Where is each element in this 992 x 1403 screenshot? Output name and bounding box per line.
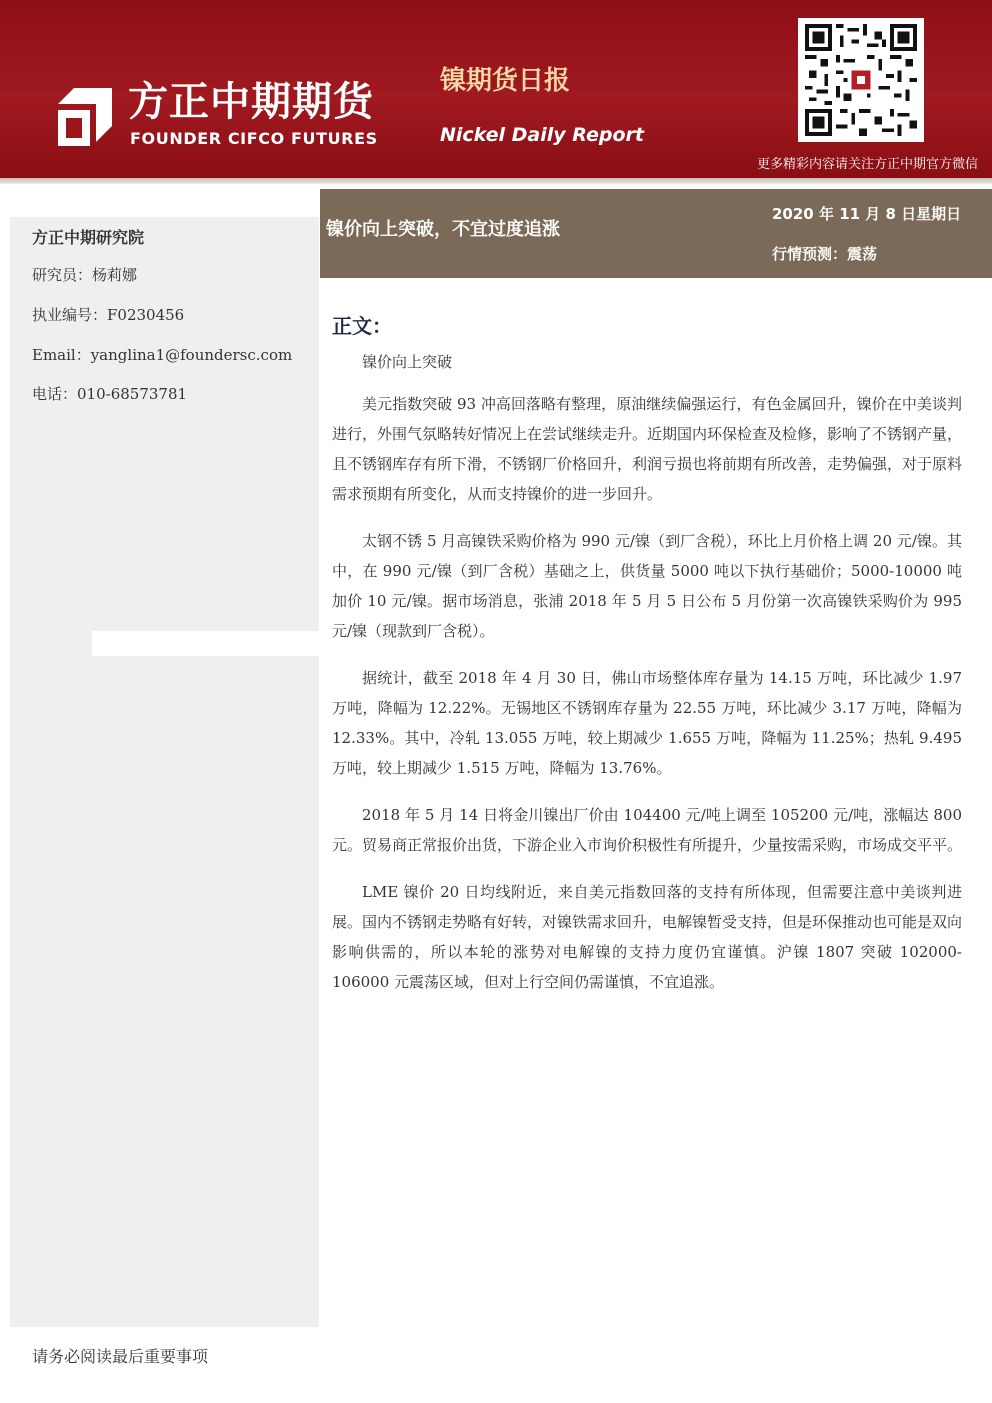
company-logo-icon [54,86,116,148]
license-number: 执业编号：F0230456 [32,306,185,324]
body-paragraph: 美元指数突破 93 冲高回落略有整理，原油继续偏强运行，有色金属回升，镍价在中美谈判进行，外围气氛略转好情况上在尝试继续走升。近期国内环保检查及检修，影响了不锈钢产量，且不锈钢库存有所下滑，不锈钢厂价格回升，利润亏损也将前期有所改善，走势偏强，对于原料需求预期有所变化，从而支持镍价的进一步回升。 [332,395,963,503]
institute-name: 方正中期研究院 [32,228,145,247]
disclaimer-notice: 请务必阅读最后重要事项 [32,1347,209,1366]
header-divider [0,178,992,184]
wechat-qr-code [798,18,924,142]
body-paragraph: 据统计，截至 2018 年 4 月 30 日，佛山市场整体库存量为 14.15 万吨，环比减少 1.97 万吨，降幅为 12.22%。无锡地区不锈钢库存量为 22.55 万吨，环比减少 3.17 万吨，降幅为 12.33%。其中，冷轧 13.055 万吨，较上期减少 1.655 万吨，降幅为 11.25%；热轧 9.495 万吨，较上期减少 1.515 万吨，降幅为 13.76%。 [332,669,962,777]
body-paragraph: LME 镍价 20 日均线附近，来自美元指数回落的支持有所体现，但需要注意中美谈判进展。国内不锈钢走势略有好转，对镍铁需求回升，电解镍暂受支持，但是环保推动也可能是双向影响供需的，所以本轮的涨势对电解镍的支持力度仍宜谨慎。沪镍 1807 突破 102000-106000 元震荡区域，但对上行空间仍需谨慎，不宜追涨。 [332,883,963,991]
analyst-phone: 电话：010-68573781 [32,385,188,403]
body-paragraph: 太钢不锈 5 月高镍铁采购价格为 990 元/镍（到厂含税），环比上月价格上调 20 元/镍。其中，在 990 元/镍（到厂含税）基础之上，供货量 5000 吨以下执行基础价；5000-10000 吨加价 10 元/镍。据市场消息，张浦 2018 年 5 月 5 日公布 5 月份第一次高镍铁采购价为 995 元/镍（现款到厂含税）。 [332,532,962,640]
report-header [0,0,992,178]
body-subheading: 镍价向上突破 [362,353,453,371]
analyst-sidebar [10,217,319,1327]
headline-band [320,189,992,278]
market-forecast: 行情预测：震荡 [772,245,878,263]
body-heading: 正文： [332,314,392,338]
report-title-en: Nickel Daily Report [440,124,644,146]
company-name-en: FOUNDER CIFCO FUTURES [130,129,378,148]
headline-title: 镍价向上突破，不宜过度追涨 [326,219,560,240]
qr-code-icon [804,24,918,136]
report-date: 2020 年 11 月 8 日星期日 [772,205,962,223]
report-title-cn: 镍期货日报 [440,66,571,96]
body-paragraph: 2018 年 5 月 14 日将金川镍出厂价由 104400 元/吨上调至 105200 元/吨，涨幅达 800 元。贸易商正常报价出货，下游企业入市询价积极性有所提升，少量按需采购，市场成交平平。 [332,806,963,854]
sidebar-gap [92,631,320,656]
wechat-follow-note: 更多精彩内容请关注方正中期官方微信 [756,157,978,172]
analyst-name: 研究员：杨莉娜 [32,266,138,284]
analyst-email[interactable]: Email：yanglina1@foundersc.com [32,346,293,364]
report-body [332,310,962,1014]
company-name-cn: 方正中期期货 [128,79,374,125]
